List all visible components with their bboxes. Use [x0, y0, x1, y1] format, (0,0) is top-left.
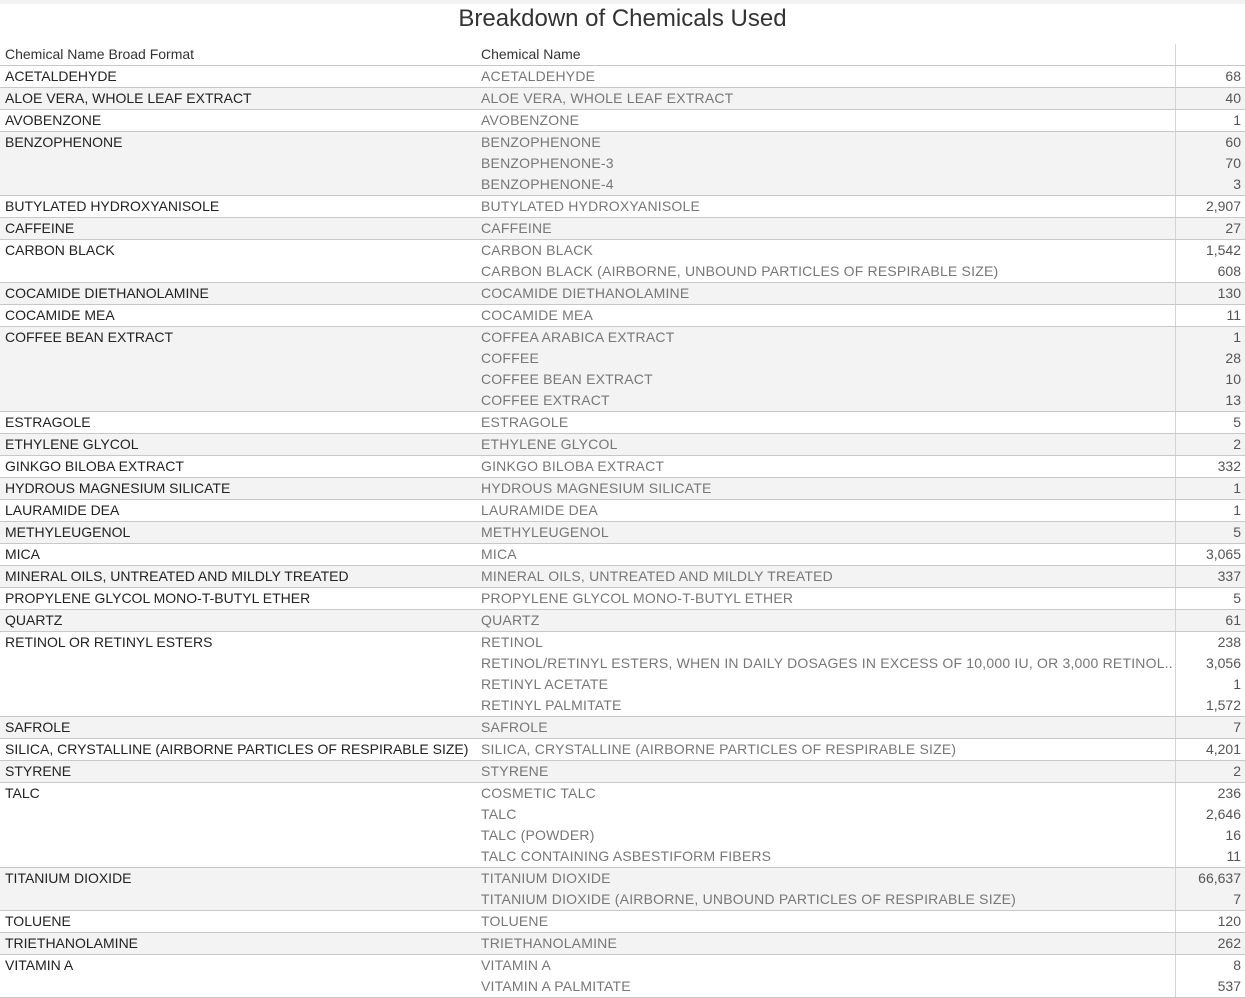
chemical-name-cell[interactable]: VITAMIN A PALMITATE — [481, 978, 631, 994]
count-value-cell[interactable]: 16 — [1225, 827, 1241, 843]
chemical-name-cell[interactable]: SILICA, CRYSTALLINE (AIRBORNE PARTICLES OF RESPIRABLE SIZE) — [481, 741, 957, 757]
count-value-cell[interactable]: 5 — [1233, 414, 1241, 430]
count-value-cell[interactable]: 10 — [1225, 371, 1241, 387]
table-row-group — [0, 218, 1245, 240]
chemical-name-cell[interactable]: METHYLEUGENOL — [481, 524, 609, 540]
chemical-name-cell[interactable]: VITAMIN A — [481, 957, 551, 973]
count-value-cell[interactable]: 332 — [1217, 458, 1241, 474]
chemical-name-list — [481, 933, 1245, 954]
table-row[interactable] — [481, 390, 1245, 411]
chemical-name-cell[interactable]: RETINYL ACETATE — [481, 676, 609, 692]
chemical-name-cell[interactable]: LAURAMIDE DEA — [481, 502, 598, 518]
table-row[interactable] — [481, 240, 1245, 261]
count-value-cell[interactable]: 337 — [1217, 568, 1241, 584]
table-row[interactable] — [481, 846, 1245, 867]
chemical-name-list — [481, 305, 1245, 326]
chemical-name-cell[interactable]: COFFEA ARABICA EXTRACT — [481, 329, 675, 345]
chemical-name-list — [481, 544, 1245, 565]
chemical-name-list — [481, 911, 1245, 932]
broad-format-cell[interactable]: SAFROLE — [5, 719, 71, 735]
count-value-cell[interactable]: 130 — [1217, 285, 1241, 301]
broad-format-cell[interactable]: TOLUENE — [5, 913, 71, 929]
table-row[interactable] — [481, 933, 1245, 954]
chemical-name-list — [481, 88, 1245, 109]
chemical-name-list — [481, 522, 1245, 543]
count-value-cell[interactable]: 1 — [1233, 480, 1241, 496]
chemical-name-cell[interactable]: COCAMIDE DIETHANOLAMINE — [481, 285, 690, 301]
count-value-cell[interactable]: 5 — [1233, 590, 1241, 606]
table-row[interactable] — [481, 566, 1245, 587]
chemical-name-list — [481, 434, 1245, 455]
broad-format-cell[interactable]: TALC — [5, 785, 40, 801]
chemical-name-cell[interactable]: TITANIUM DIOXIDE (AIRBORNE, UNBOUND PARTICLES OF RESPIRABLE SIZE) — [481, 891, 1016, 907]
table-row[interactable] — [481, 911, 1245, 932]
chemical-name-cell[interactable]: TALC (POWDER) — [481, 827, 595, 843]
count-value-cell[interactable]: 1 — [1233, 676, 1241, 692]
table-row[interactable] — [481, 955, 1245, 976]
table-row[interactable] — [481, 868, 1245, 889]
count-value-cell[interactable]: 2 — [1233, 763, 1241, 779]
page-title: Breakdown of Chemicals Used — [458, 5, 787, 32]
broad-format-cell[interactable]: COCAMIDE DIETHANOLAMINE — [5, 285, 209, 301]
count-value-cell[interactable]: 11 — [1226, 307, 1241, 323]
table-row[interactable] — [481, 588, 1245, 609]
chemical-name-list — [481, 240, 1245, 282]
table-row-group — [0, 434, 1245, 456]
chemical-name-cell[interactable]: ALOE VERA, WHOLE LEAF EXTRACT — [481, 90, 734, 106]
table-row[interactable] — [481, 88, 1245, 109]
chemical-name-list — [481, 610, 1245, 631]
table-row[interactable] — [481, 478, 1245, 499]
table-row[interactable] — [481, 456, 1245, 477]
chemical-name-cell[interactable]: COFFEE — [481, 350, 539, 366]
broad-format-cell[interactable]: CAFFEINE — [5, 220, 75, 236]
chemical-name-cell[interactable]: CAFFEINE — [481, 220, 552, 236]
chemical-name-list — [481, 218, 1245, 239]
table-row[interactable] — [481, 283, 1245, 304]
count-value-cell[interactable]: 238 — [1217, 634, 1241, 650]
table-row-group — [0, 955, 1245, 998]
chemical-name-list — [481, 412, 1245, 433]
table-row[interactable] — [481, 544, 1245, 565]
chemical-name-cell[interactable]: PROPYLENE GLYCOL MONO-T-BUTYL ETHER — [481, 590, 794, 606]
count-value-cell[interactable]: 61 — [1225, 612, 1241, 628]
broad-format-cell[interactable]: TRIETHANOLAMINE — [5, 935, 139, 951]
table-row-group — [0, 240, 1245, 283]
table-body — [0, 66, 1245, 998]
chemical-name-list — [481, 196, 1245, 217]
count-value-cell[interactable]: 68 — [1225, 68, 1241, 84]
count-value-cell[interactable]: 1,572 — [1205, 697, 1241, 713]
chemical-name-cell[interactable]: RETINYL PALMITATE — [481, 697, 622, 713]
count-value-cell[interactable]: 1 — [1233, 329, 1241, 345]
table-row-group — [0, 88, 1245, 110]
count-value-cell[interactable]: 40 — [1225, 90, 1241, 106]
table-row[interactable] — [481, 695, 1245, 716]
broad-format-cell[interactable]: MICA — [5, 546, 40, 562]
chemical-name-cell[interactable]: MINERAL OILS, UNTREATED AND MILDLY TREATED — [481, 568, 833, 584]
chemical-name-list — [481, 500, 1245, 521]
table-row-group — [0, 412, 1245, 434]
broad-format-cell[interactable]: RETINOL OR RETINYL ESTERS — [5, 634, 213, 650]
broad-format-cell[interactable]: MINERAL OILS, UNTREATED AND MILDLY TREATED — [5, 568, 349, 584]
broad-format-cell[interactable]: STYRENE — [5, 763, 72, 779]
table-row[interactable] — [481, 153, 1245, 174]
table-row-group — [0, 717, 1245, 739]
chemical-name-list — [481, 739, 1245, 760]
count-value-cell[interactable]: 28 — [1225, 350, 1241, 366]
table-row[interactable] — [481, 889, 1245, 910]
table-row[interactable] — [481, 783, 1245, 804]
count-value-cell[interactable]: 4,201 — [1205, 741, 1241, 757]
table-row[interactable] — [481, 500, 1245, 521]
table-header — [0, 44, 1245, 66]
table-row-group — [0, 632, 1245, 717]
chemical-name-cell[interactable]: STYRENE — [481, 763, 549, 779]
chemical-name-cell[interactable]: CARBON BLACK (AIRBORNE, UNBOUND PARTICLES OF RESPIRABLE SIZE) — [481, 263, 999, 279]
chemical-name-cell[interactable]: RETINOL/RETINYL ESTERS, WHEN IN DAILY DOSAGES IN EXCESS OF 10,000 IU, OR 3,000 RETINOL.. — [481, 655, 1173, 671]
chemical-name-list — [481, 761, 1245, 782]
count-value-cell[interactable]: 70 — [1225, 155, 1241, 171]
count-value-cell[interactable]: 5 — [1233, 524, 1241, 540]
broad-format-cell[interactable]: COCAMIDE MEA — [5, 307, 115, 323]
table-row[interactable] — [481, 674, 1245, 695]
table-row-group — [0, 66, 1245, 88]
count-value-cell[interactable]: 3,065 — [1205, 546, 1241, 562]
table-row[interactable] — [481, 412, 1245, 433]
chemical-name-list — [481, 456, 1245, 477]
chemical-name-list — [481, 283, 1245, 304]
chemical-name-cell[interactable]: TRIETHANOLAMINE — [481, 935, 618, 951]
chemical-name-list — [481, 327, 1245, 411]
chemical-name-list — [481, 632, 1245, 716]
table-row-group — [0, 110, 1245, 132]
table-row-group — [0, 783, 1245, 868]
table-row[interactable] — [481, 804, 1245, 825]
table-row[interactable] — [481, 825, 1245, 846]
broad-format-cell[interactable]: COFFEE BEAN EXTRACT — [5, 329, 174, 345]
count-value-cell[interactable]: 537 — [1217, 978, 1241, 994]
table-row-group — [0, 500, 1245, 522]
broad-format-cell[interactable]: TITANIUM DIOXIDE — [5, 870, 132, 886]
chemical-name-cell[interactable]: COSMETIC TALC — [481, 785, 596, 801]
table-row[interactable] — [481, 369, 1245, 390]
table-row[interactable] — [481, 66, 1245, 87]
table-row-group — [0, 456, 1245, 478]
chemical-name-cell[interactable]: BENZOPHENONE-3 — [481, 155, 614, 171]
count-value-cell[interactable]: 13 — [1225, 392, 1241, 408]
chemical-name-cell[interactable]: GINKGO BILOBA EXTRACT — [481, 458, 665, 474]
chemical-name-cell[interactable]: COCAMIDE MEA — [481, 307, 594, 323]
chemical-name-cell[interactable]: ESTRAGOLE — [481, 414, 569, 430]
broad-format-cell[interactable]: PROPYLENE GLYCOL MONO-T-BUTYL ETHER — [5, 590, 311, 606]
count-value-cell[interactable]: 60 — [1225, 134, 1241, 150]
chemical-name-cell[interactable]: BENZOPHENONE — [481, 134, 601, 150]
broad-format-cell[interactable]: LAURAMIDE DEA — [5, 502, 120, 518]
count-value-cell[interactable]: 608 — [1217, 263, 1241, 279]
broad-format-cell[interactable]: METHYLEUGENOL — [5, 524, 131, 540]
chemical-name-cell[interactable]: TITANIUM DIOXIDE — [481, 870, 611, 886]
table-row[interactable] — [481, 976, 1245, 997]
table-row-group — [0, 761, 1245, 783]
chemical-name-cell[interactable]: TALC CONTAINING ASBESTIFORM FIBERS — [481, 848, 772, 864]
count-value-cell[interactable]: 1,542 — [1205, 242, 1241, 258]
chemical-name-cell[interactable]: BUTYLATED HYDROXYANISOLE — [481, 198, 700, 214]
chemical-name-cell[interactable]: HYDROUS MAGNESIUM SILICATE — [481, 480, 712, 496]
table-row-group — [0, 132, 1245, 196]
table-row-group — [0, 911, 1245, 933]
broad-format-cell[interactable]: BUTYLATED HYDROXYANISOLE — [5, 198, 220, 214]
table-row-group — [0, 544, 1245, 566]
table-row-group — [0, 739, 1245, 761]
count-value-cell[interactable]: 7 — [1233, 719, 1241, 735]
broad-format-cell[interactable]: CARBON BLACK — [5, 242, 115, 258]
broad-format-cell[interactable]: VITAMIN A — [5, 957, 74, 973]
count-value-cell[interactable]: 27 — [1225, 220, 1241, 236]
table-row-group — [0, 522, 1245, 544]
chemical-name-cell[interactable]: RETINOL — [481, 634, 544, 650]
table-row[interactable] — [481, 218, 1245, 239]
chemical-name-cell[interactable]: CARBON BLACK — [481, 242, 594, 258]
table-row[interactable] — [481, 717, 1245, 738]
chemical-name-list — [481, 955, 1245, 997]
table-row[interactable] — [481, 739, 1245, 760]
count-value-cell[interactable]: 1 — [1233, 502, 1241, 518]
table-row[interactable] — [481, 110, 1245, 131]
chemical-name-list — [481, 868, 1245, 910]
count-value-cell[interactable]: 7 — [1233, 891, 1241, 907]
broad-format-cell[interactable]: ESTRAGOLE — [5, 414, 91, 430]
table-row[interactable] — [481, 327, 1245, 348]
count-value-cell[interactable]: 11 — [1226, 848, 1241, 864]
chemical-name-cell[interactable]: BENZOPHENONE-4 — [481, 176, 614, 192]
table-row[interactable] — [481, 196, 1245, 217]
crosstab-table — [0, 44, 1245, 998]
header-broad-format[interactable]: Chemical Name Broad Format — [5, 46, 195, 62]
count-value-cell[interactable]: 236 — [1217, 785, 1241, 801]
table-row[interactable] — [481, 653, 1245, 674]
table-row-group — [0, 196, 1245, 218]
broad-format-cell[interactable]: HYDROUS MAGNESIUM SILICATE — [5, 480, 231, 496]
header-chemical-name[interactable]: Chemical Name — [481, 46, 581, 62]
table-row[interactable] — [481, 305, 1245, 326]
chemical-name-cell[interactable]: ACETALDEHYDE — [481, 68, 596, 84]
chemical-name-cell[interactable]: TOLUENE — [481, 913, 549, 929]
table-row-group — [0, 933, 1245, 955]
count-value-cell[interactable]: 262 — [1217, 935, 1241, 951]
broad-format-cell[interactable]: ALOE VERA, WHOLE LEAF EXTRACT — [5, 90, 252, 106]
table-row-group — [0, 283, 1245, 305]
chemical-name-list — [481, 783, 1245, 867]
chemical-name-list — [481, 717, 1245, 738]
count-value-cell[interactable]: 2 — [1233, 436, 1241, 452]
count-value-cell[interactable]: 1 — [1233, 112, 1241, 128]
table-row[interactable] — [481, 132, 1245, 153]
broad-format-cell[interactable]: SILICA, CRYSTALLINE (AIRBORNE PARTICLES OF RESPIRABLE SIZE) — [5, 741, 469, 757]
chemical-name-list — [481, 66, 1245, 87]
table-row-group — [0, 478, 1245, 500]
count-value-cell[interactable]: 8 — [1233, 957, 1241, 973]
chemical-name-cell[interactable]: TALC — [481, 806, 517, 822]
chemical-name-list — [481, 566, 1245, 587]
table-row[interactable] — [481, 632, 1245, 653]
table-row-group — [0, 566, 1245, 588]
count-value-cell[interactable]: 2,907 — [1205, 198, 1241, 214]
count-value-cell[interactable]: 120 — [1217, 913, 1241, 929]
count-value-cell[interactable]: 3,056 — [1205, 655, 1241, 671]
chemical-name-list — [481, 110, 1245, 131]
chemical-name-cell[interactable]: COFFEE EXTRACT — [481, 392, 610, 408]
value-column-divider — [1175, 44, 1176, 65]
table-row[interactable] — [481, 434, 1245, 455]
chemical-name-cell[interactable]: AVOBENZONE — [481, 112, 580, 128]
table-row-group — [0, 588, 1245, 610]
table-row[interactable] — [481, 522, 1245, 543]
table-row-group — [0, 305, 1245, 327]
count-value-cell[interactable]: 66,637 — [1198, 870, 1241, 886]
broad-format-cell[interactable]: AVOBENZONE — [5, 112, 102, 128]
table-row[interactable] — [481, 261, 1245, 282]
broad-format-cell[interactable]: ACETALDEHYDE — [5, 68, 117, 84]
chemical-name-cell[interactable]: SAFROLE — [481, 719, 548, 735]
table-row-group — [0, 610, 1245, 632]
chemical-name-list — [481, 478, 1245, 499]
count-value-cell[interactable]: 3 — [1233, 176, 1241, 192]
table-row-group — [0, 868, 1245, 911]
table-row-group — [0, 327, 1245, 412]
broad-format-cell[interactable]: GINKGO BILOBA EXTRACT — [5, 458, 184, 474]
broad-format-cell[interactable]: QUARTZ — [5, 612, 63, 628]
table-row[interactable] — [481, 761, 1245, 782]
table-row[interactable] — [481, 348, 1245, 369]
broad-format-cell[interactable]: ETHYLENE GLYCOL — [5, 436, 139, 452]
chemical-name-cell[interactable]: COFFEE BEAN EXTRACT — [481, 371, 653, 387]
chemical-name-cell[interactable]: QUARTZ — [481, 612, 540, 628]
chemical-name-cell[interactable]: MICA — [481, 546, 517, 562]
chemical-name-cell[interactable]: ETHYLENE GLYCOL — [481, 436, 618, 452]
table-row[interactable] — [481, 610, 1245, 631]
chemical-name-list — [481, 132, 1245, 195]
table-row[interactable] — [481, 174, 1245, 195]
chemical-name-list — [481, 588, 1245, 609]
count-value-cell[interactable]: 2,646 — [1205, 806, 1241, 822]
broad-format-cell[interactable]: BENZOPHENONE — [5, 134, 123, 150]
